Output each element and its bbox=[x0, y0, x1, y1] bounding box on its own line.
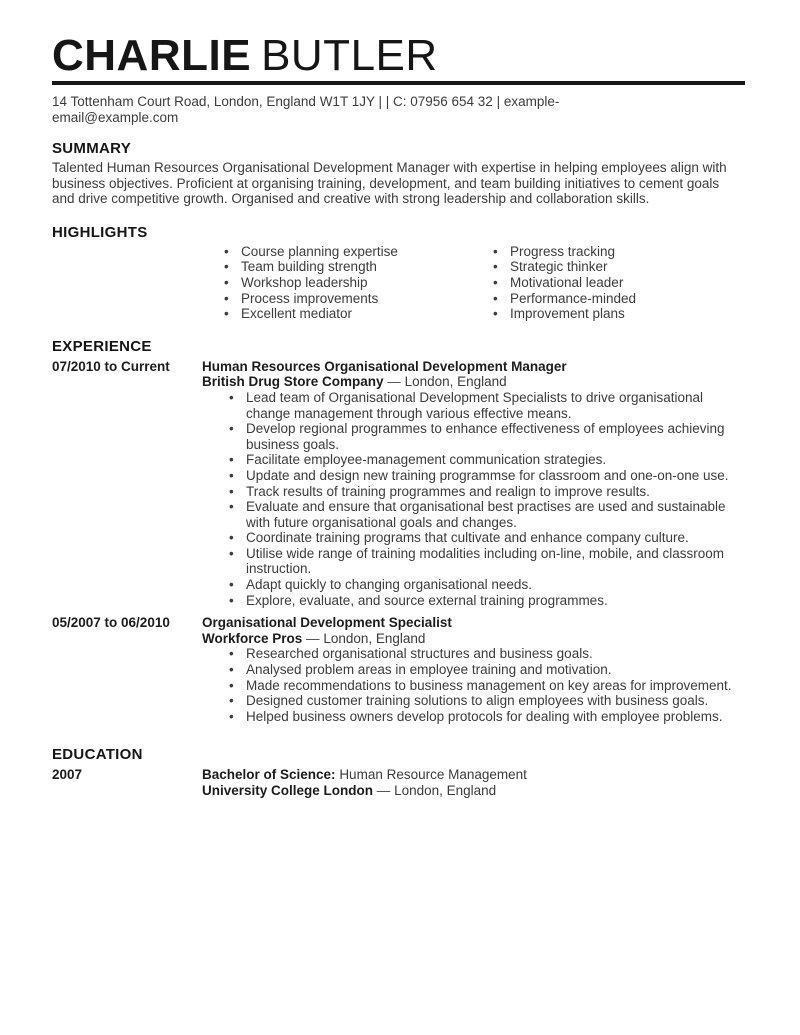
contact-info: 14 Tottenham Court Road, London, England W1T 1JY | | C: 07956 654 32 | example-email@example.com bbox=[52, 94, 560, 125]
job-duty: • Track results of training programmes and realign to improve results. bbox=[228, 484, 745, 500]
job-duty: • Researched organisational structures and business goals. bbox=[228, 646, 745, 662]
summary-heading: SUMMARY bbox=[52, 140, 132, 157]
education-year: 2007 bbox=[52, 767, 83, 783]
school-location-separator: — bbox=[376, 783, 391, 798]
education-entry bbox=[52, 767, 745, 798]
person-name bbox=[52, 31, 745, 80]
school-line bbox=[202, 783, 745, 799]
job-duty: • Lead team of Organisational Development Specialists to drive organisational change management through various effective means. bbox=[228, 390, 745, 421]
school-location: London, England bbox=[394, 783, 497, 798]
job-company-line bbox=[202, 374, 745, 390]
experience-heading: EXPERIENCE bbox=[52, 337, 152, 355]
highlight-item: • Process improvements bbox=[223, 291, 466, 307]
degree-field: Human Resource Management bbox=[339, 767, 527, 783]
job-duty: • Develop regional programmes to enhance effectiveness of employees achieving business goals. bbox=[228, 421, 745, 452]
job-details bbox=[202, 359, 745, 609]
education-heading: EDUCATION bbox=[52, 746, 143, 764]
job-title: Human Resources Organisational Development Manager bbox=[202, 358, 567, 374]
highlight-item: • Course planning expertise bbox=[223, 244, 466, 260]
highlight-item: • Motivational leader bbox=[492, 275, 636, 291]
school-name: University College London bbox=[202, 783, 374, 798]
highlight-item: • Performance-minded bbox=[492, 291, 636, 307]
job-duty: • Explore, evaluate, and source external training programmes. bbox=[228, 593, 745, 609]
highlight-item: • Improvement plans bbox=[492, 306, 636, 322]
highlight-item: • Strategic thinker bbox=[492, 259, 636, 275]
job-duty: • Coordinate training programs that cultivate and enhance company culture. bbox=[228, 530, 745, 546]
job-location: London, England bbox=[404, 374, 507, 390]
first-name: CHARLIE bbox=[52, 31, 252, 80]
highlights-heading: HIGHLIGHTS bbox=[52, 223, 148, 241]
job-duties-list bbox=[202, 646, 745, 724]
degree-line bbox=[202, 767, 745, 783]
job-duty: • Evaluate and ensure that organisational best practises are used and sustainable with future organisational goals and changes. bbox=[228, 499, 745, 530]
job-duty: • Designed customer training solutions to align employees with business goals. bbox=[228, 693, 745, 709]
job-duty: • Utilise wide range of training modalities including on-line, mobile, and classroom instruction. bbox=[228, 546, 745, 577]
highlights-columns bbox=[197, 244, 745, 322]
summary-text: Talented Human Resources Organisational Development Manager with expertise in helping employees align with business objectives. Proficient at organising training, development, and team building initiatives to cement goals and drive competitive growth. Organised and creative with strong leadership and collaboration skills. bbox=[52, 160, 727, 207]
company-name: British Drug Store Company bbox=[202, 374, 384, 390]
job-details bbox=[202, 615, 745, 724]
job-location: London, England bbox=[323, 630, 426, 646]
job-entry-1 bbox=[52, 359, 745, 609]
job-dates: 05/2007 to 06/2010 bbox=[52, 615, 170, 631]
job-duty: • Adapt quickly to changing organisational needs. bbox=[228, 577, 745, 593]
company-location-separator: — bbox=[306, 630, 320, 646]
job-duty: • Update and design new training programmse for classroom and one-on-one use. bbox=[228, 468, 745, 484]
header-divider bbox=[52, 81, 745, 85]
degree-label: Bachelor of Science: bbox=[202, 767, 336, 783]
job-dates: 07/2010 to Current bbox=[52, 358, 170, 374]
company-location-separator: — bbox=[387, 374, 401, 390]
job-duty: • Facilitate employee-management communication strategies. bbox=[228, 452, 745, 468]
highlight-item: • Team building strength bbox=[223, 259, 466, 275]
highlight-item: • Progress tracking bbox=[492, 244, 636, 260]
highlights-column-1 bbox=[197, 244, 466, 322]
job-duty: • Analysed problem areas in employee training and motivation. bbox=[228, 662, 745, 678]
job-duties-list bbox=[202, 390, 745, 608]
education-details bbox=[202, 767, 745, 798]
highlights-column-2 bbox=[466, 244, 636, 322]
highlight-item: • Excellent mediator bbox=[223, 306, 466, 322]
job-duty: • Made recommendations to business management on key areas for improvement. bbox=[228, 678, 745, 694]
job-title: Organisational Development Specialist bbox=[202, 615, 452, 631]
job-entry-2 bbox=[52, 615, 745, 724]
highlight-item: • Workshop leadership bbox=[223, 275, 466, 291]
last-name: BUTLER bbox=[261, 31, 438, 80]
job-company-line bbox=[202, 631, 745, 647]
job-duty: • Helped business owners develop protocols for dealing with employee problems. bbox=[228, 709, 745, 725]
company-name: Workforce Pros bbox=[202, 630, 303, 646]
